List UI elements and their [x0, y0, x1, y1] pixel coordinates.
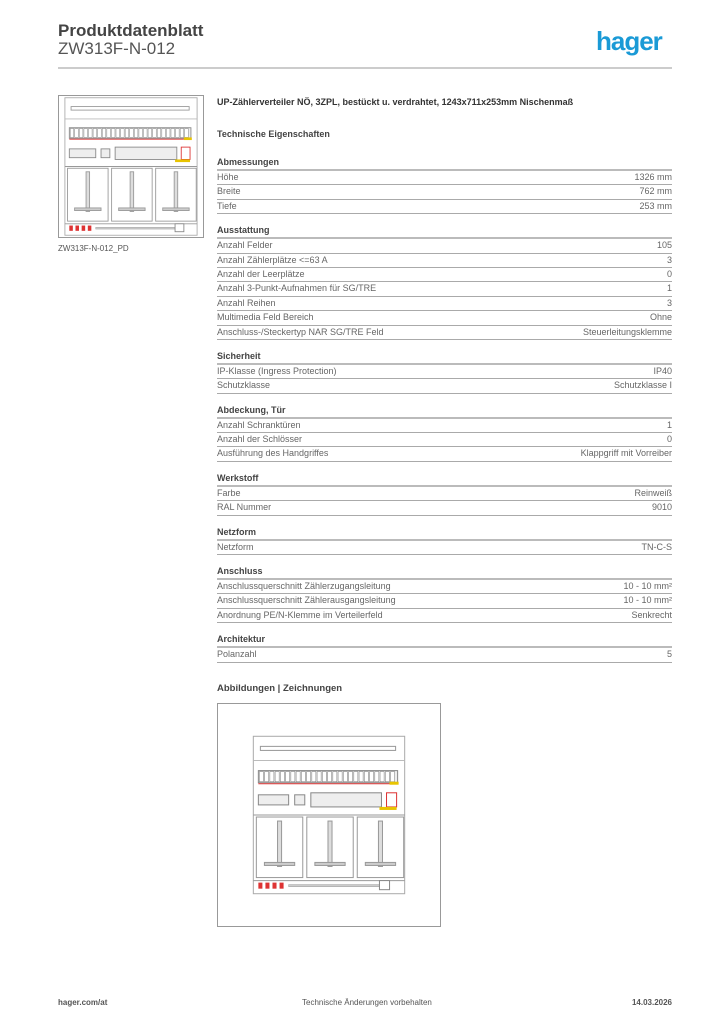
property-row [217, 185, 672, 199]
section-heading: Architektur [217, 632, 672, 648]
property-value: 0 [666, 434, 672, 445]
property-label: Anzahl 3-Punkt-Aufnahmen für SG/TRE [217, 283, 377, 294]
property-row [217, 541, 672, 555]
property-label: Höhe [217, 172, 239, 182]
property-value: 1 [666, 283, 672, 294]
cabinet-drawing [218, 704, 440, 926]
article-number: ZW313F-N-012 [58, 39, 176, 58]
section-heading: Anschluss [217, 564, 672, 580]
section-5 [217, 525, 672, 555]
property-row [217, 648, 672, 662]
property-label: Farbe [217, 487, 241, 498]
header-divider [58, 67, 672, 69]
property-row [217, 268, 672, 282]
property-row [217, 419, 672, 433]
property-label: Anzahl Reihen [217, 297, 276, 308]
footer-website[interactable]: hager.com/at [58, 998, 108, 1007]
property-row [217, 365, 672, 379]
footer-note: Technische Änderungen vorbehalten [302, 998, 432, 1007]
hager-logo: hager [596, 26, 662, 56]
property-label: Tiefe [217, 200, 237, 211]
property-label: Anschlussquerschnitt Zählerzugangsleitung [217, 581, 391, 592]
property-value: TN-C-S [641, 541, 672, 552]
property-label: Multimedia Feld Bereich [217, 312, 314, 323]
property-row [217, 609, 672, 623]
section-heading: Abdeckung, Tür [217, 403, 672, 419]
property-label: RAL Nummer [217, 502, 272, 513]
section-4 [217, 471, 672, 516]
property-value: 1 [666, 419, 672, 430]
property-row [217, 200, 672, 214]
property-value: Schutzklasse I [613, 380, 672, 391]
property-row [217, 254, 672, 268]
property-row [217, 433, 672, 447]
property-label: Ausführung des Handgriffes [217, 448, 329, 459]
property-value: IP40 [653, 365, 672, 376]
property-row [217, 379, 672, 393]
property-value: 1326 mm [634, 172, 672, 182]
property-value: 762 mm [639, 186, 672, 197]
property-value: 10 - 10 mm² [623, 581, 672, 592]
property-label: Anzahl Felder [217, 240, 273, 251]
property-label: Netzform [217, 541, 254, 552]
property-label: Anzahl Schranktüren [217, 419, 301, 430]
property-label: Anschluss-/Steckertyp NAR SG/TRE Feld [217, 326, 384, 337]
page-title: Produktdatenblatt [58, 21, 204, 40]
cabinet-drawing [59, 96, 203, 237]
section-7 [217, 632, 672, 662]
property-value: Ohne [649, 312, 672, 323]
property-value: 105 [656, 240, 672, 251]
property-row [217, 282, 672, 296]
property-value: 9010 [651, 502, 672, 513]
property-label: Anordnung PE/N-Klemme im Verteilerfeld [217, 609, 383, 620]
property-row [217, 487, 672, 501]
property-row [217, 311, 672, 325]
properties-panel [217, 97, 672, 927]
section-heading: Abmessungen [217, 155, 672, 171]
section-heading: Werkstoff [217, 471, 672, 487]
thumbnail-caption: ZW313F-N-012_PD [58, 244, 129, 253]
product-description: UP-Zählerverteiler NÖ, 3ZPL, bestückt u. verdrahtet, 1243x711x253mm Nischenmaß [217, 97, 574, 107]
footer-date: 14.03.2026 [631, 998, 672, 1007]
property-row [217, 326, 672, 340]
section-6 [217, 564, 672, 623]
property-value: Klappgriff mit Vorreiber [580, 448, 672, 459]
property-value: Steuerleitungsklemme [582, 326, 672, 337]
figures-heading: Abbildungen | Zeichnungen [217, 682, 343, 694]
property-value: 253 mm [639, 200, 672, 211]
section-heading: Ausstattung [217, 223, 672, 239]
property-value: 10 - 10 mm² [623, 595, 672, 606]
property-row [217, 297, 672, 311]
property-value: 3 [666, 297, 672, 308]
property-label: Polanzahl [217, 649, 257, 660]
property-value: 5 [666, 649, 672, 660]
tech-heading: Technische Eigenschaften [217, 129, 330, 139]
property-row [217, 594, 672, 608]
property-value: Reinweiß [634, 487, 672, 498]
property-row [217, 447, 672, 461]
property-label: Schutzklasse [217, 380, 271, 391]
property-label: Anzahl der Leerplätze [217, 268, 305, 279]
property-row [217, 580, 672, 594]
property-row [217, 239, 672, 253]
property-value: 0 [666, 268, 672, 279]
section-heading: Netzform [217, 525, 672, 541]
section-0 [217, 155, 672, 214]
property-row [217, 501, 672, 515]
property-value: Senkrecht [631, 609, 672, 620]
property-label: Breite [217, 186, 241, 197]
section-2 [217, 349, 672, 394]
technical-drawing [217, 703, 441, 927]
property-label: Anzahl der Schlösser [217, 434, 303, 445]
property-value: 3 [666, 254, 672, 265]
property-sections [217, 155, 672, 663]
section-heading: Sicherheit [217, 349, 672, 365]
property-row [217, 171, 672, 185]
property-label: IP-Klasse (Ingress Protection) [217, 365, 337, 376]
section-3 [217, 403, 672, 462]
product-thumbnail [58, 95, 204, 238]
section-1 [217, 223, 672, 340]
property-label: Anschlussquerschnitt Zählerausgangsleitung [217, 595, 396, 606]
property-label: Anzahl Zählerplätze <=63 A [217, 254, 328, 265]
